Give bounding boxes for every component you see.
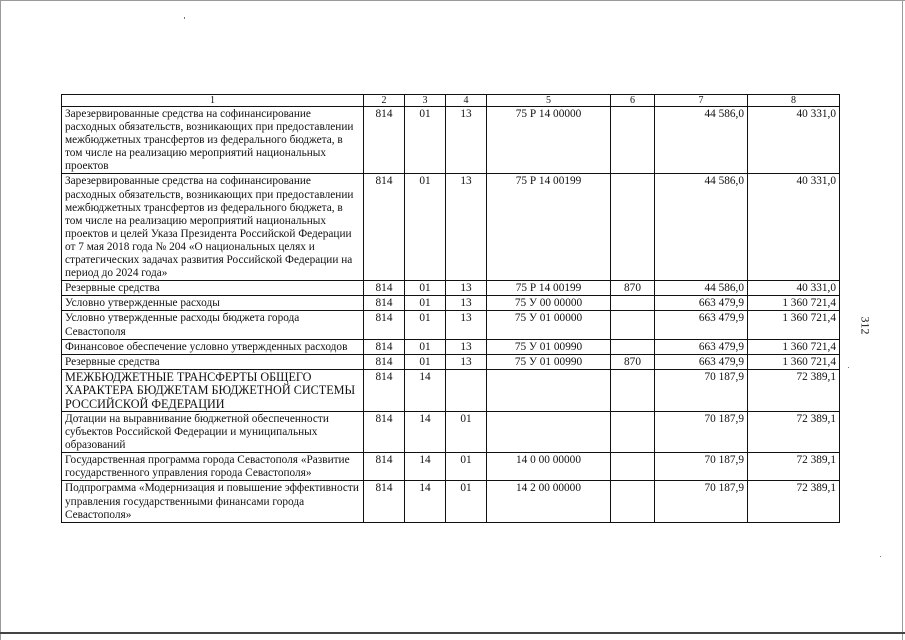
row-pr: 13 <box>446 311 487 339</box>
row-rz: 14 <box>405 453 446 481</box>
scan-speck <box>848 367 849 368</box>
row-rz: 01 <box>405 174 446 281</box>
table-row <box>62 354 840 369</box>
table-row <box>62 174 840 281</box>
page-edge-right <box>902 0 903 640</box>
row-sum-1: 663 479,9 <box>655 296 748 311</box>
row-csr: 75 У 01 00990 <box>487 354 611 369</box>
row-sum-2: 1 360 721,4 <box>748 296 840 311</box>
row-rz: 14 <box>405 412 446 453</box>
column-header: 8 <box>748 95 840 107</box>
table-row <box>62 481 840 522</box>
row-pr: 01 <box>446 481 487 522</box>
row-sum-2: 40 331,0 <box>748 174 840 281</box>
row-sum-1: 44 586,0 <box>655 281 748 296</box>
column-header: 1 <box>62 95 364 107</box>
row-pr: 13 <box>446 354 487 369</box>
row-csr <box>487 369 611 411</box>
row-vr <box>611 339 655 354</box>
column-header: 3 <box>405 95 446 107</box>
table-row <box>62 107 840 174</box>
row-pr: 01 <box>446 412 487 453</box>
row-vr <box>611 174 655 281</box>
row-ved: 814 <box>364 174 405 281</box>
row-vr <box>611 453 655 481</box>
table-row <box>62 281 840 296</box>
row-rz: 14 <box>405 481 446 522</box>
row-sum-2: 72 389,1 <box>748 481 840 522</box>
row-sum-1: 70 187,9 <box>655 453 748 481</box>
row-ved: 814 <box>364 296 405 311</box>
row-name: Зарезервированные средства на софинансирование расходных обязательств, возникающих при предоставлении межбюджетных трансфертов из федерального бюджета, в том числе на реализацию мероприятий национальных проектов <box>62 107 364 174</box>
row-csr: 75 Р 14 00199 <box>487 174 611 281</box>
row-csr: 75 Р 14 00199 <box>487 281 611 296</box>
column-header: 2 <box>364 95 405 107</box>
row-sum-2: 40 331,0 <box>748 281 840 296</box>
row-pr: 13 <box>446 107 487 174</box>
row-csr <box>487 412 611 453</box>
column-header: 5 <box>487 95 611 107</box>
row-pr: 13 <box>446 174 487 281</box>
row-rz: 01 <box>405 354 446 369</box>
row-sum-1: 70 187,9 <box>655 481 748 522</box>
table-row <box>62 412 840 453</box>
row-ved: 814 <box>364 481 405 522</box>
row-sum-1: 70 187,9 <box>655 412 748 453</box>
row-name: Подпрограмма «Модернизация и повышение эффективности управления государственными финансами города Севастополя» <box>62 481 364 522</box>
row-vr <box>611 369 655 411</box>
row-csr: 14 0 00 00000 <box>487 453 611 481</box>
row-ved: 814 <box>364 369 405 411</box>
row-rz: 01 <box>405 281 446 296</box>
row-rz: 01 <box>405 107 446 174</box>
row-ved: 814 <box>364 107 405 174</box>
budget-table <box>61 94 840 523</box>
row-pr: 13 <box>446 281 487 296</box>
row-csr: 75 У 01 00990 <box>487 339 611 354</box>
row-vr: 870 <box>611 354 655 369</box>
row-name: МЕЖБЮДЖЕТНЫЕ ТРАНСФЕРТЫ ОБЩЕГО ХАРАКТЕРА БЮДЖЕТАМ БЮДЖЕТНОЙ СИСТЕМЫ РОССИЙСКОЙ ФЕДЕРАЦИИ <box>62 369 364 411</box>
row-sum-1: 44 586,0 <box>655 174 748 281</box>
table-row <box>62 339 840 354</box>
row-sum-1: 70 187,9 <box>655 369 748 411</box>
row-csr: 75 Р 14 00000 <box>487 107 611 174</box>
row-ved: 814 <box>364 281 405 296</box>
table-row <box>62 369 840 411</box>
row-vr <box>611 107 655 174</box>
row-sum-2: 40 331,0 <box>748 107 840 174</box>
row-sum-2: 1 360 721,4 <box>748 311 840 339</box>
scan-speck <box>184 17 185 19</box>
row-ved: 814 <box>364 311 405 339</box>
row-name: Финансовое обеспечение условно утвержденных расходов <box>62 339 364 354</box>
row-csr: 75 У 01 00000 <box>487 311 611 339</box>
row-pr: 13 <box>446 339 487 354</box>
row-sum-2: 72 389,1 <box>748 412 840 453</box>
row-name: Условно утвержденные расходы <box>62 296 364 311</box>
row-vr <box>611 481 655 522</box>
row-name: Дотации на выравнивание бюджетной обеспеченности субъектов Российской Федерации и муниципальных образований <box>62 412 364 453</box>
row-sum-2: 72 389,1 <box>748 369 840 411</box>
row-sum-2: 1 360 721,4 <box>748 354 840 369</box>
row-sum-1: 44 586,0 <box>655 107 748 174</box>
row-vr: 870 <box>611 281 655 296</box>
row-rz: 01 <box>405 296 446 311</box>
column-header: 7 <box>655 95 748 107</box>
row-name: Государственная программа города Севастополя «Развитие государственного управления города Севастополя» <box>62 453 364 481</box>
row-name: Резервные средства <box>62 281 364 296</box>
row-ved: 814 <box>364 412 405 453</box>
row-sum-1: 663 479,9 <box>655 354 748 369</box>
column-header: 6 <box>611 95 655 107</box>
row-vr <box>611 412 655 453</box>
row-rz: 01 <box>405 311 446 339</box>
row-pr: 01 <box>446 453 487 481</box>
page-number: 312 <box>858 316 873 335</box>
row-vr <box>611 296 655 311</box>
row-csr: 14 2 00 00000 <box>487 481 611 522</box>
row-pr <box>446 369 487 411</box>
row-csr: 75 У 00 00000 <box>487 296 611 311</box>
row-name: Зарезервированные средства на софинансирование расходных обязательств, возникающих при предоставлении межбюджетных трансфертов из федерального бюджета, в том числе на реализацию мероприятий национальных проектов и целей Указа Президента Российской Федерации от 7 мая 2018 года № 204 «О национальных целях и стратегических задачах развития Российской Федерации на период до 2024 года» <box>62 174 364 281</box>
table-header-row <box>62 95 840 107</box>
row-ved: 814 <box>364 453 405 481</box>
table-row <box>62 453 840 481</box>
row-sum-1: 663 479,9 <box>655 311 748 339</box>
table-row <box>62 311 840 339</box>
row-sum-2: 1 360 721,4 <box>748 339 840 354</box>
scan-speck <box>880 556 881 557</box>
row-rz: 14 <box>405 369 446 411</box>
row-sum-2: 72 389,1 <box>748 453 840 481</box>
row-pr: 13 <box>446 296 487 311</box>
row-name: Резервные средства <box>62 354 364 369</box>
row-vr <box>611 311 655 339</box>
row-ved: 814 <box>364 354 405 369</box>
row-ved: 814 <box>364 339 405 354</box>
page-edge-bottom <box>0 632 905 634</box>
row-sum-1: 663 479,9 <box>655 339 748 354</box>
table-row <box>62 296 840 311</box>
column-header: 4 <box>446 95 487 107</box>
row-name: Условно утвержденные расходы бюджета города Севастополя <box>62 311 364 339</box>
row-rz: 01 <box>405 339 446 354</box>
